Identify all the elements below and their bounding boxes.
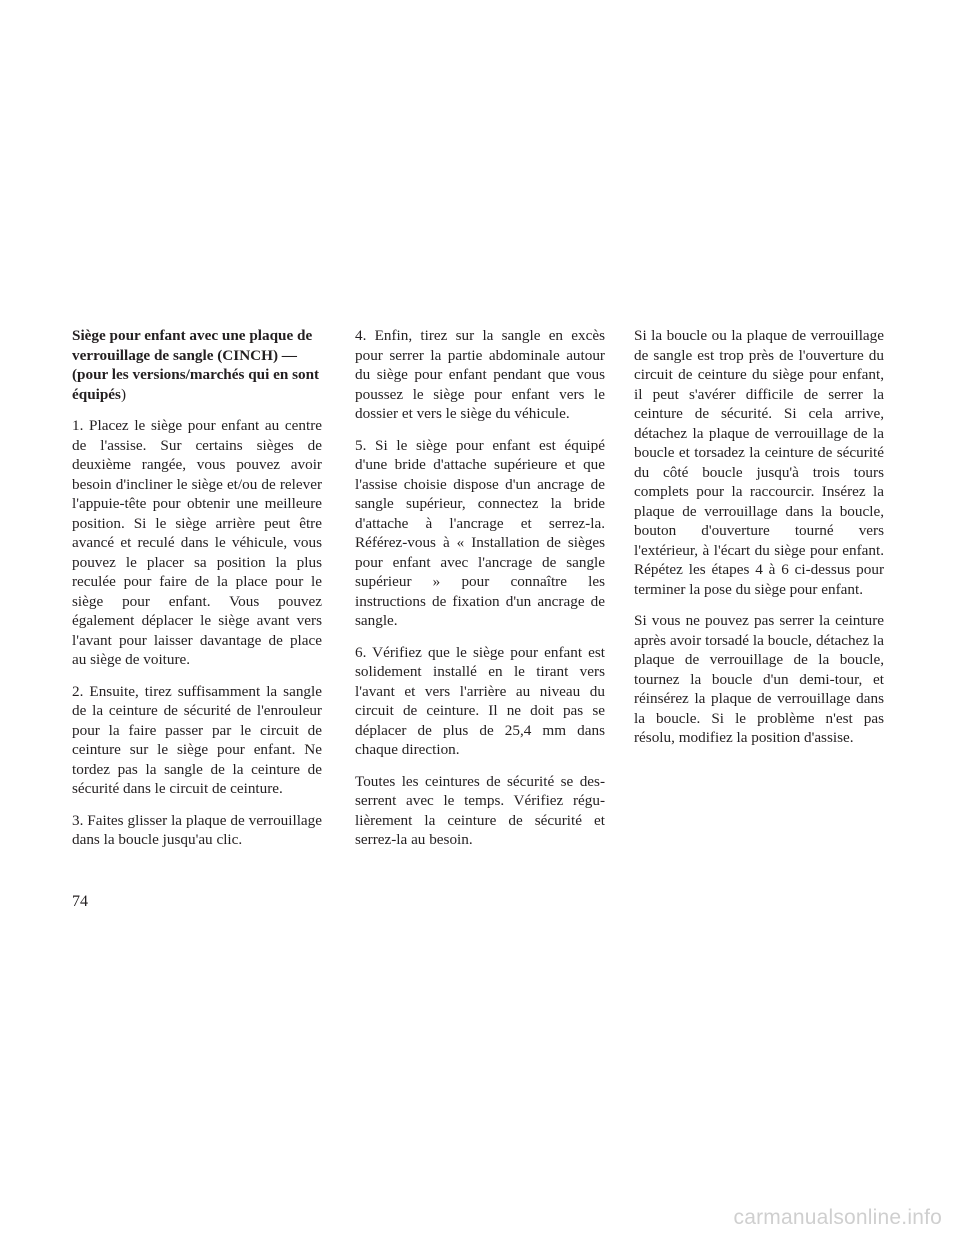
belt-loosening-note: Toutes les ceintures de sécurité se desserrent avec le temps. Vérifiez régulièrement la ceinture de sécurité et serrez-la au besoin. [355,772,605,848]
text-column-3 [634,326,884,760]
section-heading [72,326,322,404]
step-4-paragraph: 4. Enfin, tirez sur la sangle en excès pour serrer la partie abdominale autour du siège pour enfant pendant que vous poussez le siège pour enfant vers le dossier et vers le siège du véhicule. [355,327,605,422]
step-3-paragraph: 3. Faites glisser la plaque de verrouillage dans la boucle jusqu'au clic. [72,811,322,848]
buckle-twist-paragraph: Si la boucle ou la plaque de verrouillage de sangle est trop près de l'ouverture du circuit de ceinture du siège pour enfant, il peut s'avérer difficile de serrer la ceinture de sécurité. Si cela arrive, détachez la plaque de verrouillage de la boucle et torsadez la ceinture de sécurité du côté boucle jusqu'à trois tours complets pour la raccourcir. Insérez la plaque de verrouillage dans la boucle, bouton d'ouverture tourné vers l'extérieur, à l'écart du siège pour enfant. Répétez les étapes 4 à 6 ci-dessus pour terminer la pose du siège pour enfant. [634,327,884,598]
step-6-paragraph: 6. Vérifiez que le siège pour enfant est solidement installé en le tirant vers l'avant et vers l'arrière au niveau du circuit de ceinture. Il ne doit pas se déplacer de plus de 25,4 mm dans chaque direction. [355,643,605,758]
text-column-1 [72,326,322,862]
section-heading-text: Siège pour enfant avec une plaque de verrouillage de sangle (CINCH) — (pour les versions/marchés qui en sont équipés [72,327,320,403]
watermark: carmanualsonline.info [733,1206,942,1229]
step-5-paragraph: 5. Si le siège pour enfant est équipé d'une bride d'attache supérieure et que l'assise choisie dispose d'un ancrage de sangle supérieur, connectez la bride d'attache à l'ancrage et serrez-la. Référez-vous à « Installation de sièges pour enfant avec l'ancrage de sangle supérieur » pour connaître les instructions de fixation d'un ancrage de sangle. [355,436,605,629]
step-1-paragraph: 1. Placez le siège pour enfant au centre de l'assise. Sur certains sièges de deuxième rangée, vous pouvez avoir besoin d'incliner le siège et/ou de relever l'appuie-tête pour obtenir une meilleure position. Si le siège arrière peut être avancé et reculé dans le véhicule, vous pouvez le placer sa position la plus reculée pour faire de la place pour le siège pour enfant. Vous pouvez également déplacer le siège avant vers l'avant pour laisser davantage de place au siège de voiture. [72,417,322,668]
page-number: 74 [72,893,88,910]
step-2-paragraph: 2. Ensuite, tirez suffisamment la sangle de la ceinture de sécurité de l'enrouleur pour la faire passer par le circuit de ceinture sur le siège pour enfant. Ne tordez pas la sangle de la ceinture de sécurité dans le circuit de ceinture. [72,682,322,797]
section-heading-closing: ) [120,385,127,403]
seating-position-paragraph: Si vous ne pouvez pas serrer la ceinture après avoir torsadé la boucle, détachez la plaque de verrouillage de la boucle, tournez la boucle d'un demi-tour, et réinsérez la plaque de verrouillage dans la boucle. Si le problème n'est pas résolu, modifiez la position d'assise. [634,612,884,746]
text-column-2 [355,326,605,862]
